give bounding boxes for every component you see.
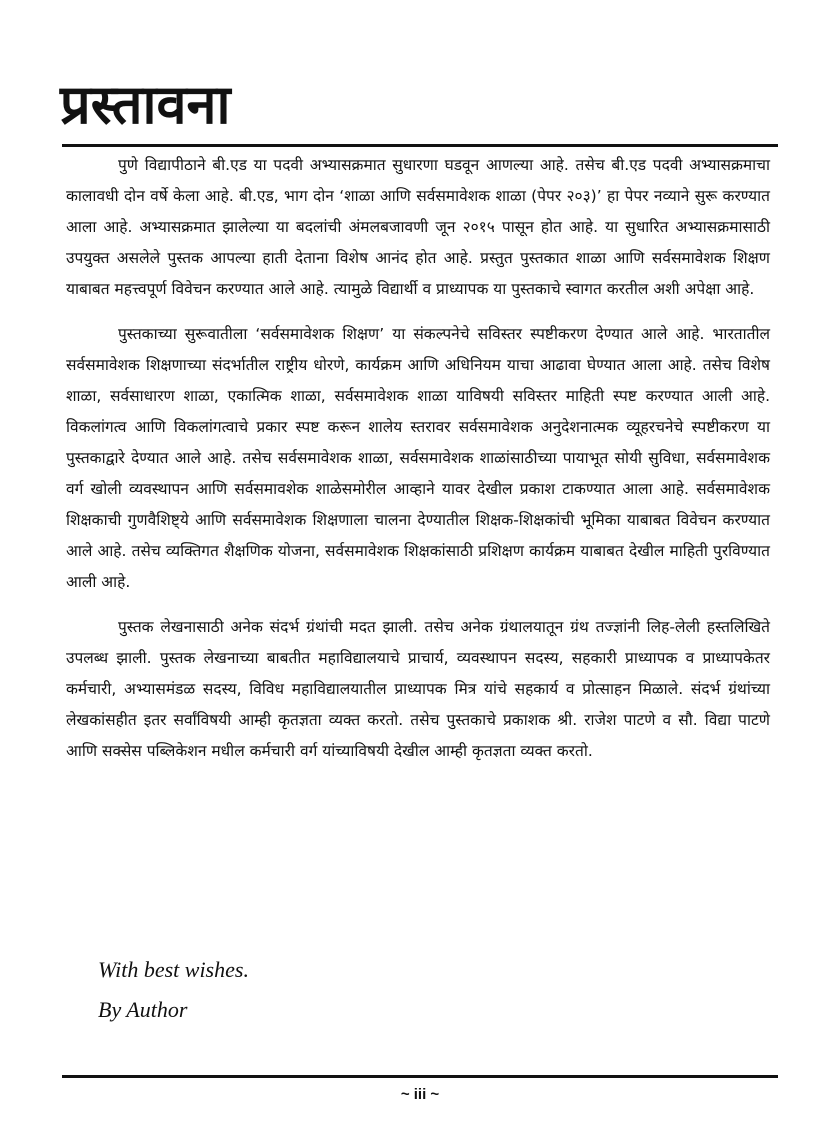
footer-divider	[62, 1075, 778, 1078]
closing-wishes: With best wishes.	[98, 957, 249, 982]
paragraph-2: पुस्तकाच्या सुरूवातीला ‘सर्वसमावेशक शिक्षण’ या संकल्पनेचे सविस्तर स्पष्टीकरण देण्यात आले आहे. भारतातील सर्वसमावेशक शिक्षणाच्या संदर्भातील राष्ट्रीय धोरणे, कार्यक्रम आणि अधिनियम याचा आढावा घेण्यात आला आहे. तसेच विशेष शाळा, सर्वसाधारण शाळा, एकात्मिक शाळा, सर्वसमावेशक शाळा याविषयी सविस्तर माहिती स्पष्ट करण्यात आली आहे. विकलांगत्व आणि विकलांगत्वाचे प्रकार स्पष्ट करून शालेय स्तरावर सर्वसमावेशक अनुदेशनात्मक व्यूहरचनेचे स्पष्टीकरण या पुस्तकाद्वारे देण्यात आले आहे. तसेच सर्वसमावेशक शाळा, सर्वसमावेशक शाळांसाठीच्या पायाभूत सोयी सुविधा, सर्वसमावेशक वर्ग खोली व्यवस्थापन आणि सर्वसमावशेक शाळेसमोरील आव्हाने यावर देखील प्रकाश टाकण्यात आला आहे. सर्वसमावेशक शिक्षकाची गुणवैशिष्ट्ये आणि सर्वसमावेशक शिक्षणाला चालना देण्यातील शिक्षक-शिक्षकांची भूमिका याबाबत विवेचन करण्यात आले आहे. तसेच व्यक्तिगत शैक्षणिक योजना, सर्वसमावेशक शिक्षकांसाठी प्रशिक्षण कार्यक्रम याबाबत देखील माहिती पुरविण्यात आली आहे.	[66, 325, 770, 591]
paragraph-3: पुस्तक लेखनासाठी अनेक संदर्भ ग्रंथांची मदत झाली. तसेच अनेक ग्रंथालयातून ग्रंथ तज्ज्ञांनी लिह-लेली हस्तलिखिते उपलब्ध झाली. पुस्तक लेखनाच्या बाबतीत महाविद्यालयाचे प्राचार्य, व्यवस्थापन सदस्य, सहकारी प्राध्यापक व प्राध्यापकेतर कर्मचारी, अभ्यासमंडळ सदस्य, विविध महाविद्यालयातील प्राध्यापक मित्र यांचे सहकार्य व प्रोत्साहन मिळाले. संदर्भ ग्रंथांच्या लेखकांसहीत इतर सर्वांविषयी आम्ही कृतज्ञता व्यक्त करतो. तसेच पुस्तकाचे प्रकाशक श्री. राजेश पाटणे व सौ. विद्या पाटणे आणि सक्सेस पब्लिकेशन मधील कर्मचारी वर्ग यांच्याविषयी देखील आम्ही कृतज्ञता व्यक्त करतो.	[66, 618, 770, 760]
title-divider	[62, 144, 778, 147]
paragraph-1: पुणे विद्यापीठाने बी.एड या पदवी अभ्यासक्रमात सुधारणा घडवून आणल्या आहे. तसेच बी.एड पदवी अभ्यासक्रमाचा कालावधी दोन वर्षे केला आहे. बी.एड, भाग दोन ‘शाळा आणि सर्वसमावेशक शाळा (पेपर २०३)’ हा पेपर नव्याने सुरू करण्यात आला आहे. अभ्यासक्रमात झालेल्या या बदलांची अंमलबजावणी जून २०१५ पासून होत आहे. या सुधारित अभ्यासक्रमासाठी उपयुक्त असलेले पुस्तक आपल्या हाती देताना विशेष आनंद होत आहे. प्रस्तुत पुस्तकात शाळा आणि सर्वसमावेशक शिक्षण याबाबत महत्त्वपूर्ण विवेचन करण्यात आले आहे. त्यामुळे विद्यार्थी व प्राध्यापक या पुस्तकाचे स्वागत करतील अशी अपेक्षा आहे.	[66, 156, 770, 298]
author-line: By Author	[98, 997, 188, 1022]
page-number: ~ iii ~	[400, 1086, 440, 1103]
body-text	[66, 150, 770, 767]
page-title: प्रस्तावना	[60, 73, 231, 136]
sign-off	[98, 950, 249, 1030]
